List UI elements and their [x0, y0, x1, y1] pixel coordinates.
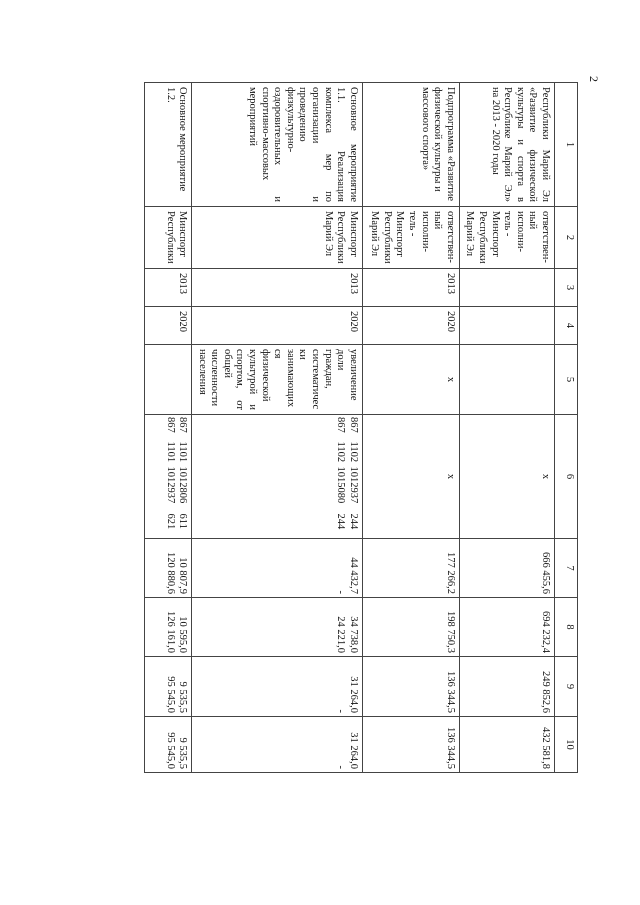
event-1-2-end-cell: 2020 [145, 307, 192, 345]
table-row-program [459, 83, 554, 878]
subprogram-2016-cell: 136 344,5 [362, 717, 459, 773]
header-col-9: 9 [555, 657, 578, 717]
event-1-2-2014-cell: 10 595,0 126 161,0 [145, 598, 192, 657]
event-1-1-code-d: 244 244 [192, 512, 363, 539]
header-pad [555, 773, 578, 878]
event-1-2-2013-cell: 10 807,9 120 880,6 [145, 539, 192, 598]
header-col-1: 1 [555, 83, 578, 207]
header-col-6: 6 [555, 415, 578, 539]
event-1-1-code-a: 867 867 [192, 415, 363, 440]
page-number: 2 [587, 76, 601, 82]
header-col-3: 3 [555, 269, 578, 307]
subprogram-start-cell: 2013 [362, 269, 459, 307]
subprogram-name-cell: Подпрограмма «Развитие физической культуры и массового спорта» [362, 83, 459, 207]
header-col-8: 8 [555, 598, 578, 657]
program-code-cell: x [459, 415, 554, 539]
header-col-7: 7 [555, 539, 578, 598]
program-name-cell: Республики Марий Эл «Развитие физической культуры и спорта в Республике Марий Эл» на 2013 - 2020 годы [459, 83, 554, 207]
event-1-2-2016-cell: 9 535,5 95 545,0 [145, 717, 192, 773]
program-end-cell [459, 307, 554, 345]
event-1-1-start-cell: 2013 [192, 269, 363, 307]
event-1-2-start-cell: 2013 [145, 269, 192, 307]
event-1-1-2013-cell: 44 432,7 - [192, 539, 363, 598]
header-col-2: 2 [555, 207, 578, 269]
table-header-row [555, 83, 578, 878]
program-2014-cell: 694 232,4 [459, 598, 554, 657]
document-rotated-content [120, 82, 578, 877]
event-1-2-2015-cell: 9 535,5 95 545,0 [145, 657, 192, 717]
event-1-1-2016-cell: 31 264,0 - [192, 717, 363, 773]
program-2015-cell: 249 852,6 [459, 657, 554, 717]
program-executor-cell: ответствен-ный исполни-тель - Минспорт Республики Марий Эл [459, 207, 554, 269]
program-result-cell [459, 345, 554, 415]
header-col-10: 10 [555, 717, 578, 773]
header-col-4: 4 [555, 307, 578, 345]
event-1-2-code-d: 611 621 [145, 512, 192, 539]
header-col-5: 5 [555, 345, 578, 415]
subprogram-code-cell: x [362, 415, 459, 539]
program-funding-table [144, 82, 578, 878]
event-1-1-name-cell: Основное мероприятие 1.1. Реализация комплекса мер по организации и проведению физкультурно-оздоровительных и спортивно-массовых мероприятий [192, 83, 363, 207]
event-1-2-executor-cell: Минспорт Республики [145, 207, 192, 269]
subprogram-end-cell: 2020 [362, 307, 459, 345]
table-row-subprogram [362, 83, 459, 878]
event-1-1-code-c: 1012937 1015080 [192, 465, 363, 512]
program-start-cell [459, 269, 554, 307]
event-1-1-executor-cell: Минспорт Республики Марий Эл [192, 207, 363, 269]
table-row-event-1-2 [145, 83, 192, 878]
event-1-2-code-b: 1101 1101 [145, 440, 192, 465]
subprogram-executor-cell: ответствен-ный исполни-тель - Минспорт Республики Марий Эл [362, 207, 459, 269]
table-row-event-1-1 [192, 83, 363, 878]
event-1-2-code-c: 1012806 1012937 [145, 465, 192, 512]
event-1-2-code-a: 867 867 [145, 415, 192, 440]
program-2013-cell: 666 455,6 [459, 539, 554, 598]
subprogram-2014-cell: 198 750,3 [362, 598, 459, 657]
event-1-1-2015-cell: 31 264,0 - [192, 657, 363, 717]
event-1-1-2014-cell: 34 738,0 24 221,0 [192, 598, 363, 657]
subprogram-2013-cell: 177 266,2 [362, 539, 459, 598]
program-2016-cell: 432 581,8 [459, 717, 554, 773]
subprogram-2015-cell: 136 344,5 [362, 657, 459, 717]
event-1-1-result-cell: увеличение доли граждан, систематически занимающихся физической культурой и спортом, от общей численности населения [192, 345, 363, 415]
event-1-2-name-cell: Основное мероприятие 1.2. [145, 83, 192, 207]
subprogram-result-cell: x [362, 345, 459, 415]
event-1-2-result-cell [145, 345, 192, 415]
event-1-1-end-cell: 2020 [192, 307, 363, 345]
event-1-1-code-b: 1102 1102 [192, 440, 363, 465]
